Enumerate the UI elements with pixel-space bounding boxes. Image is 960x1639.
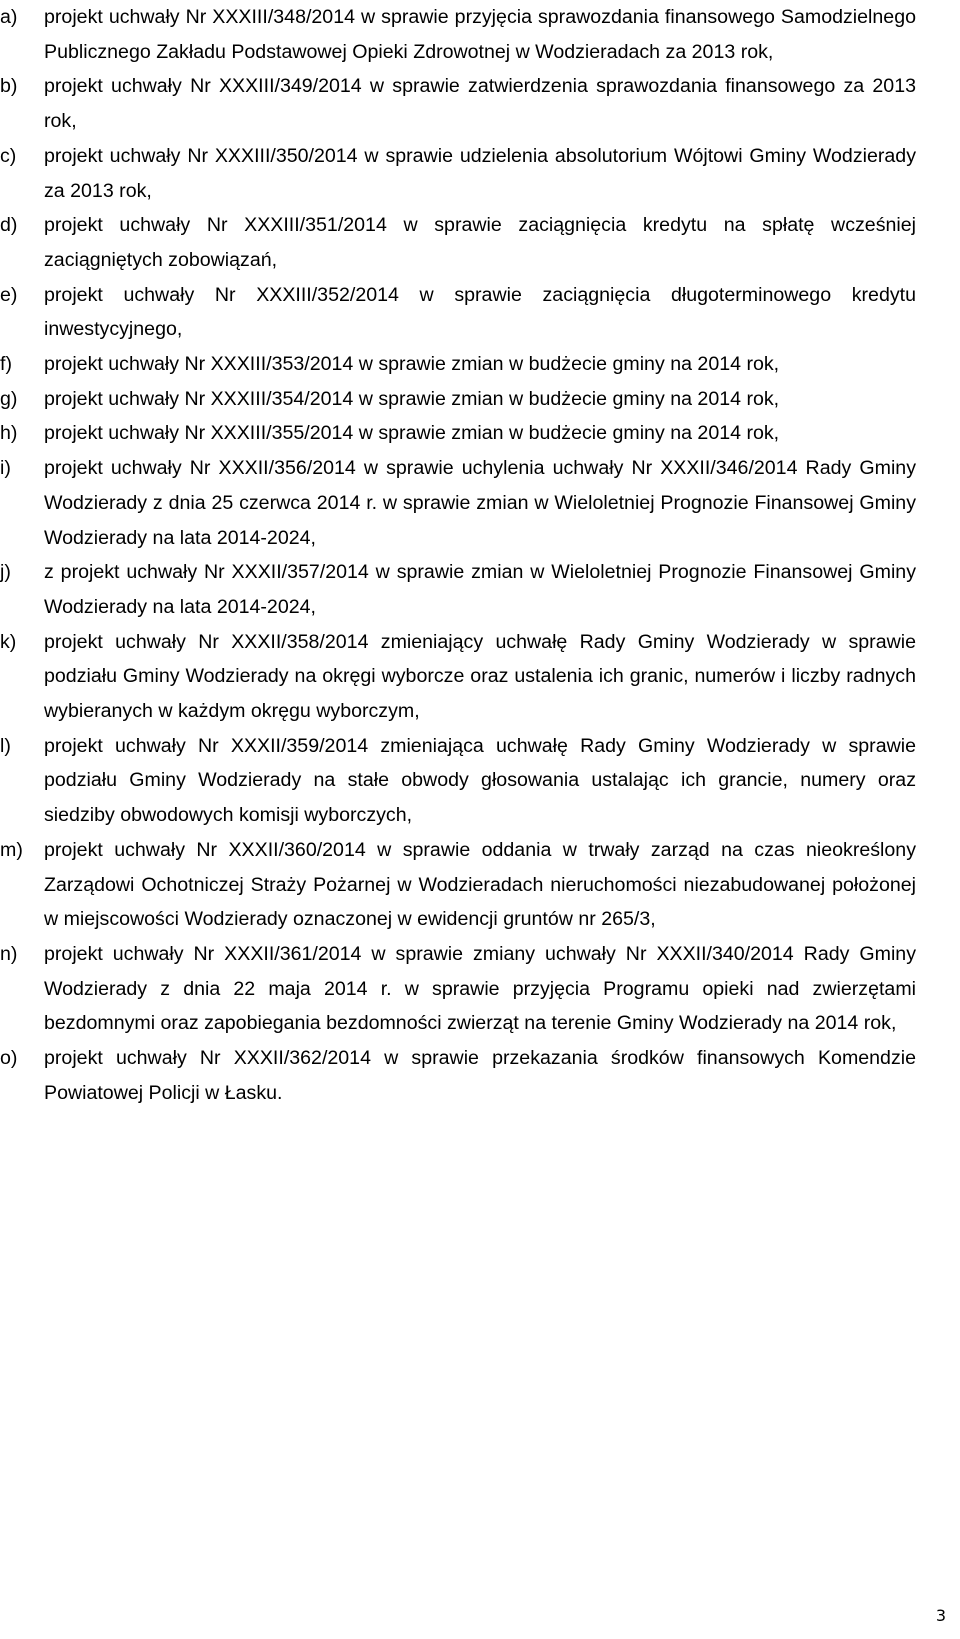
list-marker: m) xyxy=(0,838,23,861)
list-marker: k) xyxy=(0,630,17,653)
list-marker: d) xyxy=(0,214,18,237)
list-marker: e) xyxy=(0,283,18,306)
list-item-text: projekt uchwały Nr XXXIII/349/2014 w sprawie zatwierdzenia sprawozdania finansowego za 2013 rok, xyxy=(44,75,916,133)
list-item-h xyxy=(0,416,916,451)
list-item-n xyxy=(0,937,916,1041)
list-item-c xyxy=(0,139,916,208)
list-item-text: projekt uchwały Nr XXXIII/353/2014 w sprawie zmian w budżecie gminy na 2014 rok, xyxy=(44,353,780,376)
list-item-text: projekt uchwały Nr XXXIII/350/2014 w sprawie udzielenia absolutorium Wójtowi Gminy Wodzierady za 2013 rok, xyxy=(44,144,916,202)
list-item-text: projekt uchwały Nr XXXII/356/2014 w sprawie uchylenia uchwały Nr XXXII/346/2014 Rady Gminy Wodzierady z dnia 25 czerwca 2014 r. w sprawie zmian w Wieloletniej Prognozie Finansowej Gminy Wodzierady na lata 2014-2024, xyxy=(44,457,916,549)
list-item-d xyxy=(0,208,916,277)
list-item-j xyxy=(0,555,916,624)
list-item-l xyxy=(0,729,916,833)
list-item-text: projekt uchwały Nr XXXII/358/2014 zmieniający uchwałę Rady Gminy Wodzierady w sprawie podziału Gminy Wodzierady na okręgi wyborcze oraz ustalenia ich granic, numerów i liczby radnych wybieranych w każdym okręgu wyborczym, xyxy=(44,630,916,723)
list-item-text: projekt uchwały Nr XXXII/359/2014 zmieniająca uchwałę Rady Gminy Wodzierady w sprawie podziału Gminy Wodzierady na stałe obwody głosowania ustalając ich grancie, numery oraz siedziby obwodowych komisji wyborczych, xyxy=(44,734,916,827)
list-item-text: projekt uchwały Nr XXXIII/348/2014 w sprawie przyjęcia sprawozdania finansowego Samodzielnego Publicznego Zakładu Podstawowej Opieki Zdrowotnej w Wodzieradach za 2013 rok, xyxy=(44,6,916,63)
list-item-text: projekt uchwały Nr XXXII/360/2014 w sprawie oddania w trwały zarząd na czas nieokreślony Zarządowi Ochotniczej Straży Pożarnej w Wodzieradach nieruchomości niezabudowanej położonej w miejscowości Wodzierady oznaczonej w ewidencji gruntów nr 265/3, xyxy=(44,838,916,931)
list-marker: b) xyxy=(0,75,18,98)
list-marker: h) xyxy=(0,422,18,445)
list-item-m xyxy=(0,833,916,937)
list-item-f xyxy=(0,347,916,382)
list-item-text: projekt uchwały Nr XXXII/361/2014 w sprawie zmiany uchwały Nr XXXII/340/2014 Rady Gminy Wodzierady z dnia 22 maja 2014 r. w sprawie przyjęcia Programu opieki nad zwierzętami bezdomnymi oraz zapobiegania bezdomności zwierząt na terenie Gminy Wodzierady na 2014 rok, xyxy=(44,942,916,1035)
list-item-o xyxy=(0,1041,916,1110)
list-item-i xyxy=(0,451,916,555)
list-marker: g) xyxy=(0,387,18,410)
list-marker: j) xyxy=(0,561,11,584)
list-marker: a) xyxy=(0,6,18,28)
list-item-a xyxy=(0,0,916,69)
list-marker: n) xyxy=(0,942,18,965)
list-marker: o) xyxy=(0,1047,18,1070)
list-marker: c) xyxy=(0,144,17,167)
list-marker: i) xyxy=(0,457,11,480)
list-item-text: projekt uchwały Nr XXXIII/352/2014 w sprawie zaciągnięcia długoterminowego kredytu inwestycyjnego, xyxy=(44,283,916,341)
page-number: 3 xyxy=(935,1606,946,1625)
list-item-b xyxy=(0,69,916,138)
list-marker: l) xyxy=(0,734,11,757)
list-item-text: z projekt uchwały Nr XXXII/357/2014 w sprawie zmian w Wieloletniej Prognozie Finansowej Gminy Wodzierady na lata 2014-2024, xyxy=(44,561,916,618)
list-item-text: projekt uchwały Nr XXXII/362/2014 w sprawie przekazania środków finansowych Komendzie Powiatowej Policji w Łasku. xyxy=(44,1047,916,1104)
list-item-text: projekt uchwały Nr XXXIII/351/2014 w sprawie zaciągnięcia kredytu na spłatę wcześniej zaciągniętych zobowiązań, xyxy=(44,214,916,271)
list-item-text: projekt uchwały Nr XXXIII/354/2014 w sprawie zmian w budżecie gminy na 2014 rok, xyxy=(44,387,780,410)
list-item-g xyxy=(0,382,916,417)
list-item-k xyxy=(0,625,916,729)
list-marker: f) xyxy=(0,353,12,376)
list-item-e xyxy=(0,278,916,347)
list-item-text: projekt uchwały Nr XXXIII/355/2014 w sprawie zmian w budżecie gminy na 2014 rok, xyxy=(44,422,780,445)
